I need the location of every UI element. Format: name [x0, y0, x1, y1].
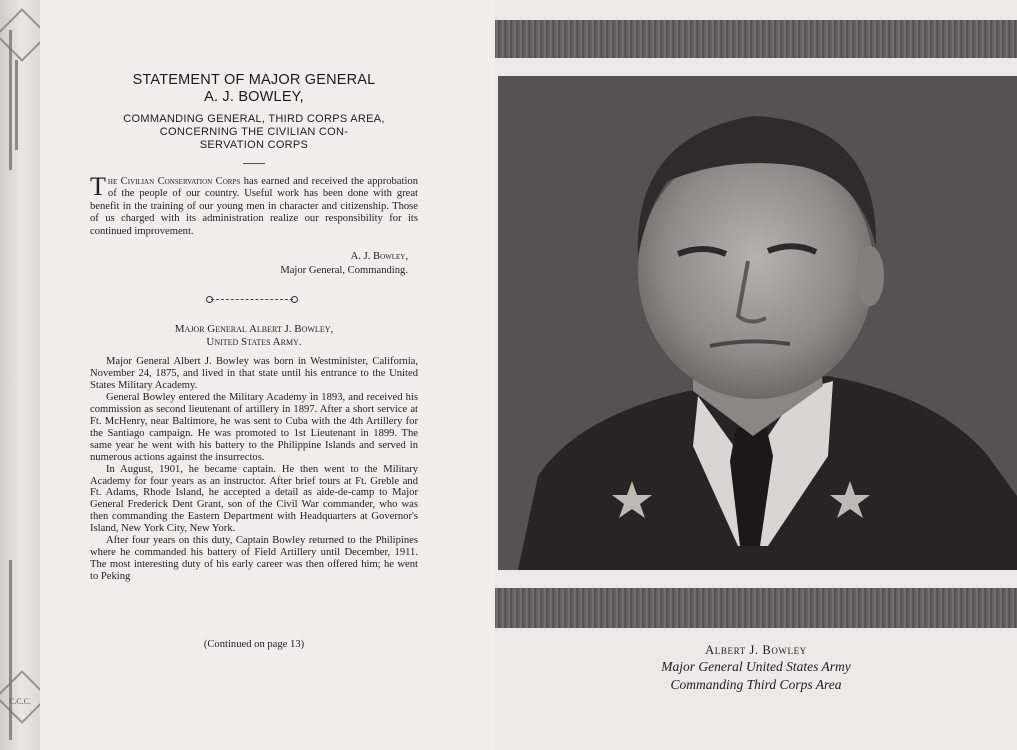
bio-paragraph: Major General Albert J. Bowley was born in Westminister, California, November 24, 1875, and lived in that state until his entrance to the United States Military Academy. — [90, 356, 418, 391]
portrait-figure-icon — [498, 76, 1017, 570]
binding-edge — [0, 0, 40, 750]
binding-stripe — [15, 60, 18, 150]
halftone-band — [495, 588, 1017, 628]
statement-subtitle — [90, 113, 418, 152]
portrait-photo — [498, 76, 1017, 570]
photo-page — [495, 0, 1017, 750]
title-line: A. J. BOWLEY, — [204, 89, 304, 105]
bio-heading-line: United States Army. — [206, 336, 302, 348]
signature-title: Major General, Commanding. — [280, 264, 408, 276]
subtitle-line: CONCERNING THE CIVILIAN CON- — [159, 126, 349, 138]
signature-name: A. J. Bowley, — [350, 251, 408, 262]
caption-name: Albert J. Bowley — [705, 643, 807, 657]
biography — [90, 356, 418, 583]
caption-rank: Major General United States Army — [661, 659, 851, 674]
statement-text — [90, 172, 418, 238]
bio-paragraph: After four years on this duty, Captain Bowley returned to the Philipines where he commanded his battery of Field Artillery until December, 1911. The most interesting duty of his early career was then offered him; he went to Peking — [90, 535, 418, 583]
caption-command: Commanding Third Corps Area — [670, 677, 842, 692]
ornamental-divider — [206, 296, 298, 304]
halftone-band — [495, 20, 1017, 58]
bio-heading-line: Major General Albert J. Bowley, — [174, 323, 334, 335]
statement-title — [90, 72, 418, 106]
drop-cap: T — [90, 172, 106, 201]
statement-lead: he Civilian Conservation Corps — [107, 176, 241, 187]
bio-paragraph: In August, 1901, he became captain. He then went to the Military Academy for four years as an instructor. After brief tours at Ft. Greble and Ft. Adams, Rhode Island, he accepted a detail as aide-de-camp to Major General Frederick Dent Grant, son of the Civil War commander, who was then commanding the Eastern Department with Headquarters at Governor's Island, New York City, New York. — [90, 463, 418, 535]
subtitle-line: SERVATION CORPS — [199, 139, 309, 151]
statement-body: has earned and received the approbation of the people of our country. Useful work has been done with great benefit in the training of our young men in character and citizenship. Those of us charged with its administration realize our responsibility for its continued improvement. — [90, 176, 418, 237]
continued-note: (Continued on page 13) — [203, 639, 305, 650]
bio-heading — [90, 323, 418, 349]
emblem-label: C.C.C. — [9, 697, 32, 706]
divider-dot-icon — [291, 296, 298, 303]
divider-dot-icon — [206, 296, 213, 303]
signature — [90, 250, 408, 277]
photo-caption — [495, 642, 1017, 694]
divider-line — [211, 299, 293, 300]
section-rule — [243, 163, 265, 164]
bio-paragraph: General Bowley entered the Military Academy in 1893, and received his commission as second lieutenant of artillery in 1897. After a short service at Ft. McHenry, near Baltimore, he was sent to Cuba with the 4th Artillery for the Santiago campaign. He was promoted to 1st Lieutenant in 1899. The same year he went with his battery to the Philippine Islands and served in numerous actions against the insurrectos. — [90, 391, 418, 463]
title-line: STATEMENT OF MAJOR GENERAL — [132, 72, 376, 88]
subtitle-line: COMMANDING GENERAL, THIRD CORPS AREA, — [123, 113, 385, 125]
